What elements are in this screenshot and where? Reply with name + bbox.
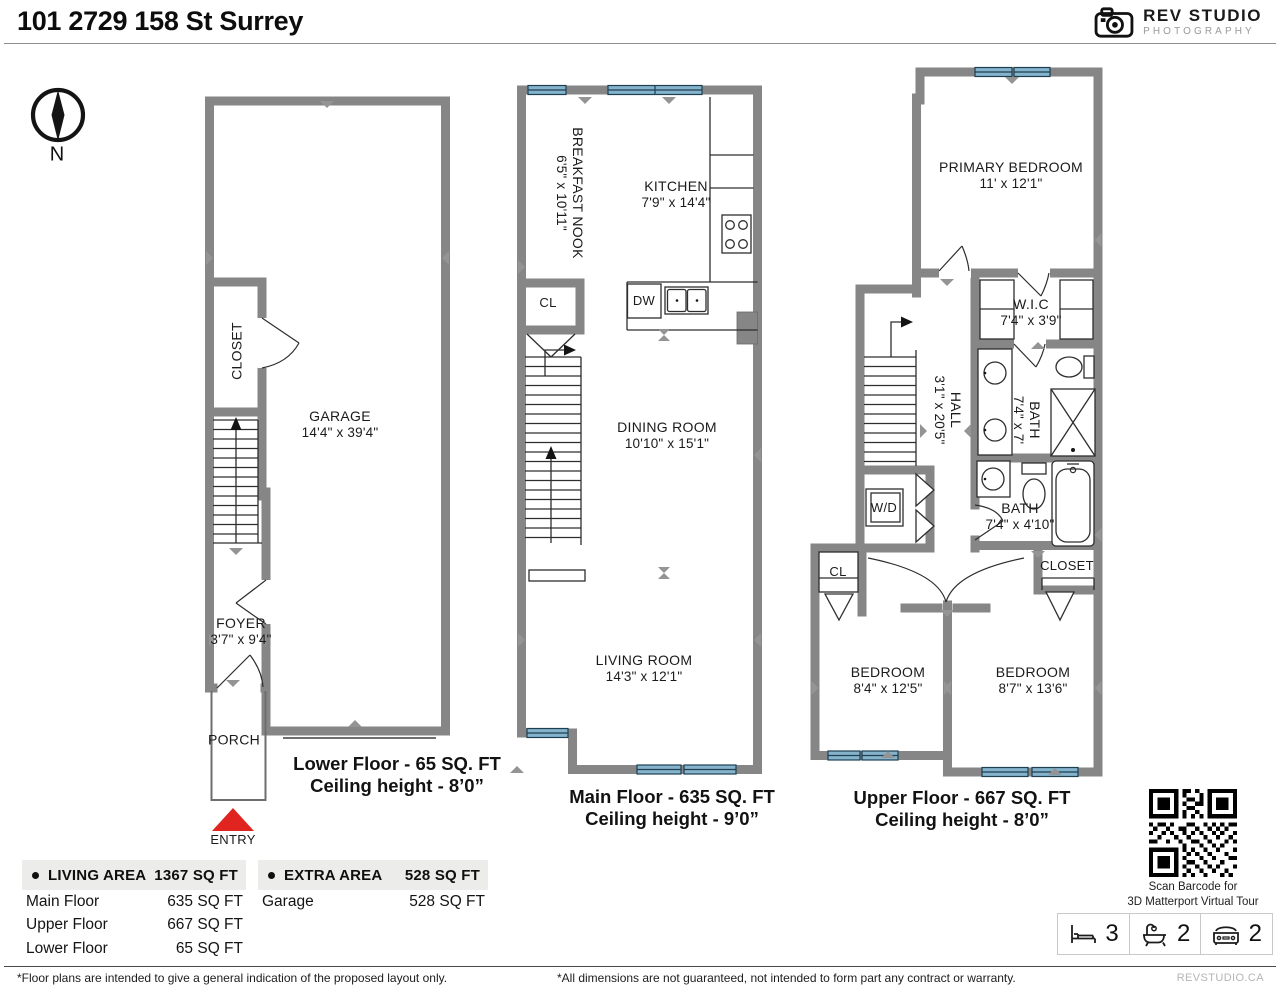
footer-disclaimer-center: *All dimensions are not guaranteed, not intended to form part any contract or warranty. (557, 971, 1016, 985)
bath1-vanity-icon (978, 349, 1012, 455)
room-label-hall: HALL 3'1" x 20'5" (931, 375, 965, 445)
stove-icon (722, 215, 751, 253)
header-divider (4, 43, 1276, 44)
camera-icon (1093, 5, 1135, 39)
logo-line2: PHOTOGRAPHY (1143, 25, 1255, 37)
primary-door-icon (939, 246, 969, 271)
extra-area-total: 528 SQ FT (404, 866, 480, 884)
extra-area-header (258, 860, 488, 890)
footer-divider (4, 966, 1276, 967)
table-row: Main Floor 635 SQ FT (26, 892, 243, 910)
living-area-total: 1367 SQ FT (154, 866, 238, 884)
bullet-icon (268, 872, 275, 879)
room-label-foyer: FOYER 3'7" x 9'4" (210, 614, 272, 648)
extra-area-table (258, 860, 488, 914)
room-label-wic: W.I.C 7'4" x 3'9" (1000, 295, 1062, 329)
stat-parking (1200, 914, 1272, 954)
living-area-title: LIVING AREA (48, 866, 147, 884)
bed-icon (1067, 921, 1099, 947)
stat-baths (1129, 914, 1201, 954)
room-label-bath2: BATH 7'4" x 4'10" (985, 499, 1055, 533)
compass-icon (24, 78, 94, 153)
qr-caption: Scan Barcode for 3D Matterport Virtual Tour (1127, 881, 1259, 909)
compass-north-label: N (49, 143, 65, 166)
room-label-bedroom2: BEDROOM 8'7" x 13'6" (995, 663, 1071, 697)
room-label-cl-main: CL (539, 294, 557, 310)
closet-door-icon (262, 318, 299, 368)
footer-disclaimer-left: *Floor plans are intended to give a general indication of the proposed layout only. (17, 971, 448, 985)
room-label-garage: GARAGE 14'4" x 39'4" (301, 407, 379, 441)
room-label-bedroom1: BEDROOM 8'4" x 12'5" (850, 663, 926, 697)
parking-count: 2 (1248, 920, 1263, 947)
bullet-icon (32, 872, 39, 879)
table-row: Upper Floor 667 SQ FT (26, 916, 243, 934)
car-icon (1210, 921, 1242, 947)
room-label-living: LIVING ROOM 14'3" x 12'1" (595, 651, 693, 685)
room-label-closet-upper: CLOSET (1040, 557, 1094, 573)
room-label-primary-bedroom: PRIMARY BEDROOM 11' x 12'1" (938, 158, 1084, 192)
kitchen-sink-icon (665, 287, 708, 314)
room-label-cl-upper: CL (829, 563, 847, 579)
stat-beds (1058, 914, 1129, 954)
living-area-header (22, 860, 246, 890)
upper-stairs (864, 317, 916, 467)
washer-dryer-label: W/D (870, 499, 898, 515)
living-area-table (22, 860, 246, 961)
main-stairs (525, 334, 585, 581)
logo-text (1143, 7, 1262, 37)
page-title: 101 2729 158 St Surrey (17, 6, 304, 36)
baths-count: 2 (1176, 920, 1191, 947)
qr-code (1149, 789, 1237, 877)
rev-studio-logo (1093, 5, 1262, 39)
room-label-kitchen: KITCHEN 7'9" x 14'4" (641, 177, 711, 211)
logo-line1: REV STUDIO (1143, 5, 1262, 25)
main-floor-caption: Main Floor - 635 SQ. FT Ceiling height - 9’0” (569, 786, 775, 829)
upper-floor-caption: Upper Floor - 667 SQ. FT Ceiling height - 8’0” (853, 787, 1071, 830)
toilet-icon (1056, 356, 1094, 378)
room-label-porch: PORCH (207, 731, 261, 748)
bathtub-icon (1052, 461, 1094, 546)
table-row: Lower Floor 65 SQ FT (26, 939, 243, 957)
table-row: Garage 528 SQ FT (262, 892, 485, 910)
room-label-breakfast-nook: BREAKFAST NOOK 6'5" x 10'11" (553, 127, 587, 259)
room-label-dining: DINING ROOM 10'10" x 15'1" (617, 418, 717, 452)
lower-floor-caption: Lower Floor - 65 SQ. FT Ceiling height - 8’0” (293, 753, 501, 796)
entry-arrow-icon (212, 808, 254, 831)
bath-icon (1139, 921, 1169, 948)
extra-area-title: EXTRA AREA (284, 866, 383, 884)
hall-double-doors-icon (868, 558, 1024, 602)
shower-icon (1051, 389, 1095, 456)
stats-bar (1057, 913, 1273, 955)
room-label-closet: CLOSET (228, 322, 245, 380)
entry-label: ENTRY (210, 831, 256, 847)
dishwasher-label: DW (632, 292, 656, 308)
footer-website: REVSTUDIO.CA (1176, 972, 1264, 984)
beds-count: 3 (1105, 920, 1119, 947)
bath2-sink-icon (977, 461, 1010, 497)
room-label-bath1: BATH 7'4" x 7' (1010, 395, 1044, 445)
lower-stairs (213, 417, 262, 543)
